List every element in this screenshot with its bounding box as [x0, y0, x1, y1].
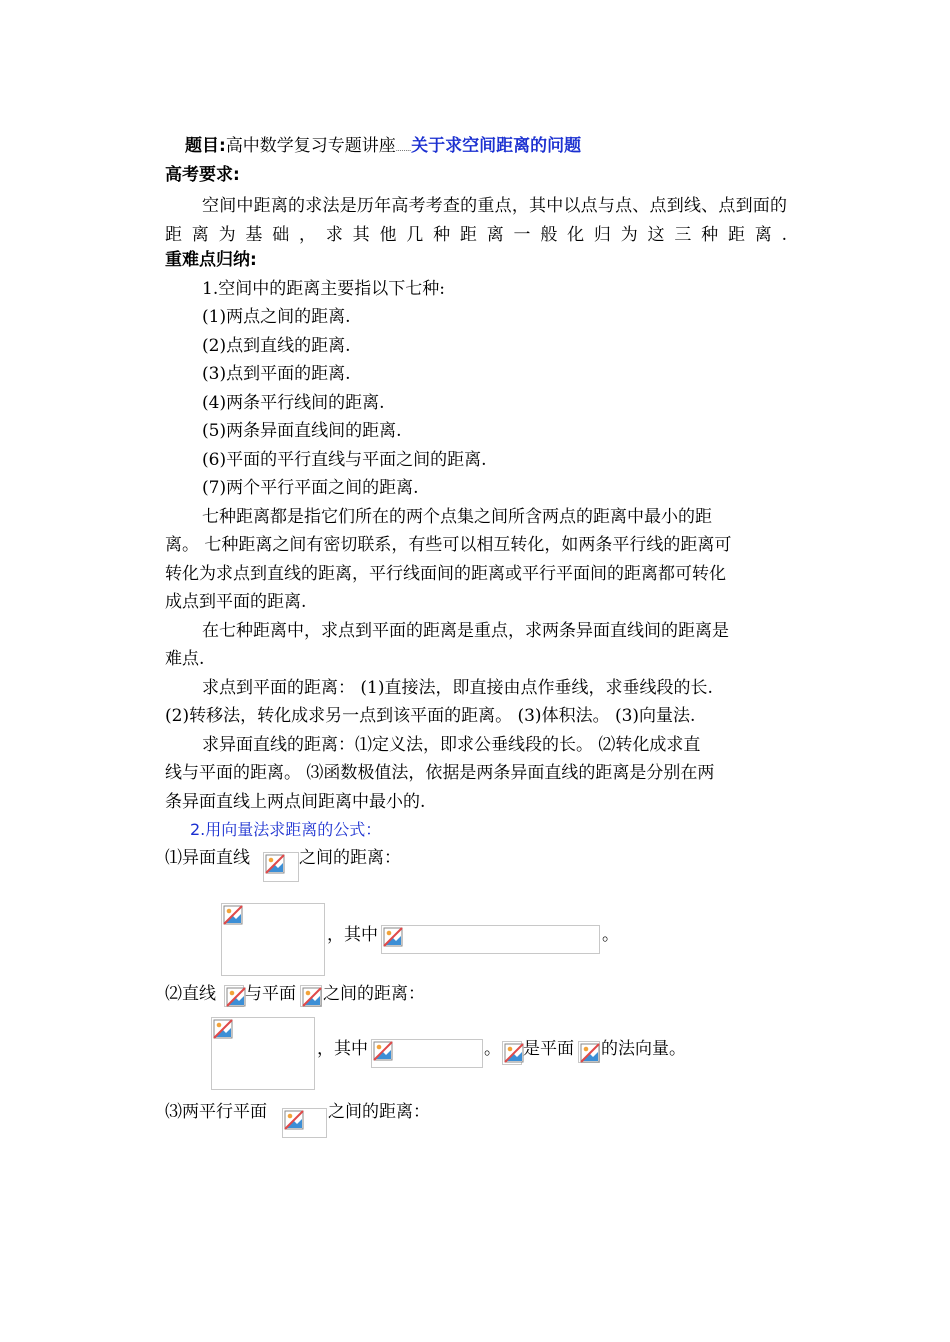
- formula-image-placeholder: [502, 1041, 522, 1065]
- formula3-tail: 之间的距离：: [328, 1102, 430, 1122]
- para4-line: 线与平面的距离。 ⑶函数极值法，依据是两条异面直线的距离是分别在两: [165, 763, 715, 783]
- broken-image-icon: [504, 1043, 524, 1063]
- distance-item: (1)两点之间的距离.: [202, 307, 351, 327]
- formula-image-placeholder: [371, 1039, 483, 1068]
- title-topic: 关于求空间距离的问题: [411, 136, 582, 156]
- formula-image-placeholder: [282, 1108, 327, 1138]
- para3-line: (2)转移法，转化成求另一点到该平面的距离。 (3)体积法。 (3)向量法.: [165, 706, 696, 726]
- key-points-heading: 重难点归纳:: [165, 250, 257, 270]
- formula-image-placeholder: [578, 1041, 600, 1063]
- broken-image-icon: [223, 905, 243, 925]
- para1-line: 离。 七种距离之间有密切联系，有些可以相互转化，如两条平行线的距离可: [165, 535, 732, 555]
- para1-line: 七种距离都是指它们所在的两个点集之间所含两点的距离中最小的距: [202, 507, 712, 527]
- distance-item: (3)点到平面的距离.: [202, 364, 351, 384]
- para4-line: 求异面直线的距离：⑴定义法，即求公垂线段的长。 ⑵转化成求直: [202, 735, 701, 755]
- broken-image-icon: [580, 1043, 600, 1063]
- distance-item: (7)两个平行平面之间的距离.: [202, 478, 419, 498]
- broken-image-icon: [373, 1041, 393, 1061]
- distance-item: (4)两条平行线间的距离.: [202, 393, 385, 413]
- formula3-label: ⑶两平行平面: [165, 1102, 267, 1122]
- para2-line: 难点.: [165, 649, 205, 669]
- formula1-where: ，其中: [327, 925, 378, 945]
- formula2-label: ⑵直线: [165, 984, 216, 1004]
- formula-image-placeholder: [221, 903, 325, 976]
- title-line: [185, 135, 581, 161]
- distance-item: (6)平面的平行直线与平面之间的距离.: [202, 450, 487, 470]
- title-dots: ........: [395, 146, 412, 153]
- formula1-end: 。: [602, 925, 619, 945]
- formula-image-placeholder: [211, 1017, 315, 1090]
- formula-image-placeholder: [224, 985, 244, 1007]
- broken-image-icon: [383, 927, 403, 947]
- broken-image-icon: [265, 854, 285, 874]
- para4-line: 条异面直线上两点间距离中最小的.: [165, 792, 426, 812]
- formula-image-placeholder: [300, 985, 322, 1007]
- formula-image-placeholder: [381, 925, 600, 954]
- formula1-label: ⑴异面直线: [165, 848, 250, 868]
- formulas-heading: 2.用向量法求距离的公式：: [190, 820, 382, 839]
- para1-line: 转化为求点到直线的距离，平行线面间的距离或平行平面间的距离都可转化: [165, 564, 726, 584]
- title-prefix: 高中数学复习专题讲座: [225, 136, 396, 156]
- formula-image-placeholder: [263, 852, 299, 882]
- requirements-body: 空间中距离的求法是历年高考考查的重点，其中以点与点、点到线、点到面的距离为基础，求其他几种距离一般化归为这三种距离.: [165, 196, 787, 245]
- formula2-end: 。: [484, 1039, 501, 1059]
- formula2-is: 是平面: [523, 1039, 574, 1059]
- formula1-tail: 之间的距离：: [299, 848, 401, 868]
- formula2-where: ，其中: [317, 1039, 368, 1059]
- para3-line: 求点到平面的距离： (1)直接法，即直接由点作垂线，求垂线段的长.: [202, 678, 713, 698]
- formula2-mid: 与平面: [245, 984, 296, 1004]
- para1-line: 成点到平面的距离.: [165, 592, 307, 612]
- broken-image-icon: [213, 1019, 233, 1039]
- requirements-heading: 高考要求:: [165, 165, 240, 185]
- title-label: 题目:: [185, 136, 226, 156]
- broken-image-icon: [226, 987, 246, 1007]
- distance-item: (2)点到直线的距离.: [202, 336, 351, 356]
- formula2-normal: 的法向量。: [601, 1039, 686, 1059]
- key-points-intro: 1.空间中的距离主要指以下七种:: [202, 279, 445, 299]
- para2-line: 在七种距离中，求点到平面的距离是重点，求两条异面直线间的距离是: [202, 621, 729, 641]
- broken-image-icon: [284, 1110, 304, 1130]
- distance-item: (5)两条异面直线间的距离.: [202, 421, 402, 441]
- formula2-tail: 之间的距离：: [323, 984, 425, 1004]
- broken-image-icon: [302, 987, 322, 1007]
